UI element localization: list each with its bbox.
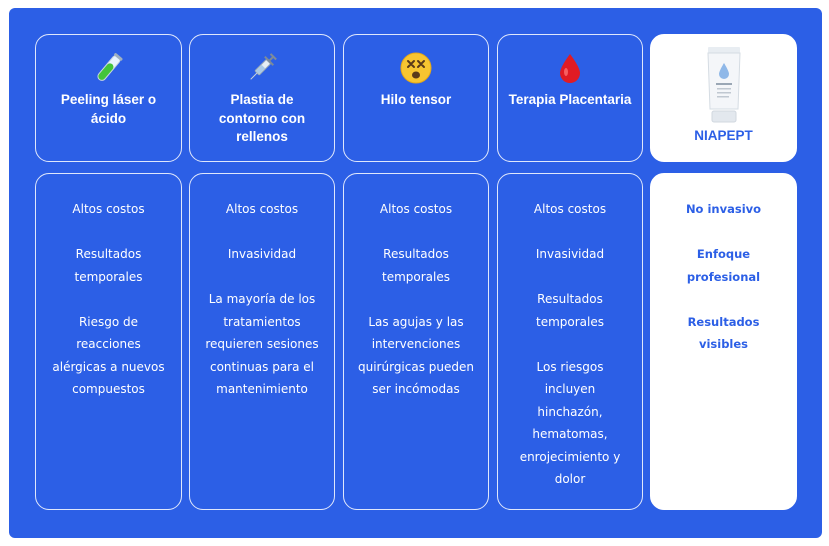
benefit-item: Enfoque profesional <box>686 247 761 284</box>
drawback-item: Invasividad <box>535 247 605 261</box>
drawback-item: Los riesgos incluyen hinchazón, hematomas, enrojecimiento y dolor <box>519 359 621 486</box>
column-title: Hilo tensor <box>380 92 452 107</box>
benefit-item: No invasivo <box>685 202 762 216</box>
syringe-icon <box>245 51 279 85</box>
drawback-item: Altos costos <box>533 202 607 216</box>
drawback-item: Resultados temporales <box>74 247 143 284</box>
column-title: Plastia de contorno con rellenos <box>218 92 306 144</box>
drawback-item: La mayoría de los tratamientos requieren sesiones continuas para el mantenimiento <box>205 292 319 396</box>
drawback-item: Resultados temporales <box>382 247 450 284</box>
header-card-hilo <box>343 34 489 162</box>
product-tube-image <box>702 47 746 123</box>
body-card-terapia <box>497 173 643 510</box>
benefit-item: Resultados visibles <box>687 314 760 351</box>
header-card-peeling <box>35 34 182 162</box>
dizzy-face-icon <box>399 51 433 85</box>
header-card-plastia <box>189 34 335 162</box>
column-title: Terapia Placentaria <box>508 92 632 107</box>
drawback-item: Riesgo de reacciones alérgicas a nuevos compuestos <box>52 314 165 396</box>
header-card-niapept <box>650 34 797 162</box>
header-card-terapia <box>497 34 643 162</box>
body-card-niapept <box>650 173 797 510</box>
brand-name: NIAPEPT <box>694 128 753 143</box>
body-card-hilo <box>343 173 489 510</box>
comparison-panel <box>9 8 822 538</box>
body-card-peeling <box>35 173 182 510</box>
drawback-item: Altos costos <box>72 202 145 216</box>
blood-drop-icon <box>553 51 587 85</box>
test-tube-icon <box>92 51 126 85</box>
drawback-item: Las agujas y las intervenciones quirúrgicas pueden ser incómodas <box>358 314 474 396</box>
column-title: Peeling láser o ácido <box>60 92 157 126</box>
body-card-plastia <box>189 173 335 510</box>
drawback-item: Invasividad <box>227 247 297 261</box>
drawback-item: Altos costos <box>225 202 299 216</box>
drawback-item: Resultados temporales <box>536 292 604 329</box>
drawback-item: Altos costos <box>379 202 453 216</box>
